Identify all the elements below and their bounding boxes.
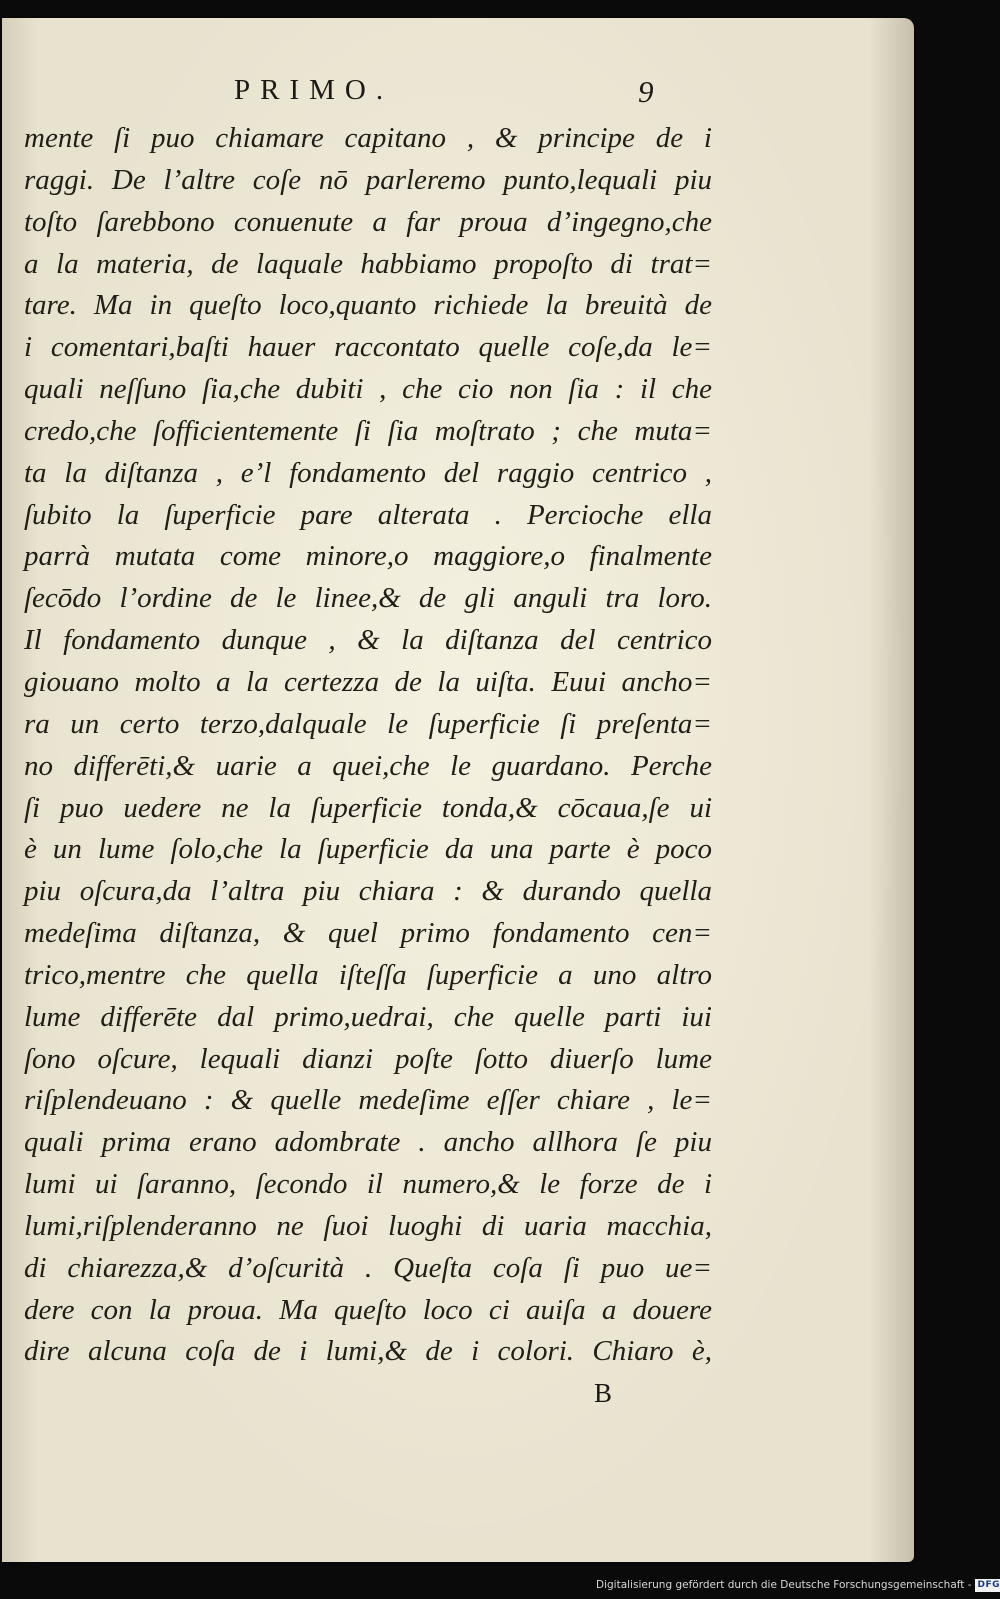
text-line: giouano molto a la certezza de la uiſta. Euui ancho= [24, 665, 712, 698]
text-line: trico,mentre che quella iſteſſa ſuperficie a uno altro [24, 958, 712, 991]
page-number: 9 [638, 74, 654, 109]
text-line: riſplendeuano : & quelle medeſime eſſer chiare , le= [24, 1084, 712, 1117]
body-text [24, 118, 712, 1373]
text-line: medeſima diſtanza, & quel primo fondamento cen= [24, 917, 712, 950]
text-line: ſecōdo l’ordine de le linee,& de gli anguli tra loro. [24, 582, 712, 615]
text-line: di chiarezza,& d’oſcurità . Queſta coſa ſi puo ue= [24, 1251, 712, 1284]
text-line: dire alcuna coſa de i lumi,& de i colori. Chiaro è, [24, 1335, 712, 1368]
text-line: i comentari,baſti hauer raccontato quelle coſe,da le= [24, 331, 712, 364]
text-line: quali neſſuno ſia,che dubiti , che cio non ſia : il che [24, 373, 712, 406]
text-line: ra un certo terzo,dalquale le ſuperficie ſi preſenta= [24, 707, 712, 740]
text-line: a la materia, de laquale habbiamo propoſto di trat= [24, 247, 712, 280]
funding-note: Digitalisierung gefördert durch die Deutsche Forschungsgemeinschaft - [596, 1579, 972, 1591]
text-line: ſono oſcure, lequali dianzi poſte ſotto diuerſo lume [24, 1042, 712, 1075]
text-line: ta la diſtanza , e’l fondamento del raggio centrico , [24, 456, 712, 489]
text-line: ſubito la ſuperficie pare alterata . Percioche ella [24, 498, 712, 531]
text-line: credo,che ſofficientemente ſi ſia moſtrato ; che muta= [24, 414, 712, 447]
text-line: no differēti,& uarie a quei,che le guardano. Perche [24, 749, 712, 782]
text-line: toſto ſarebbono conuenute a far proua d’ingegno,che [24, 205, 712, 238]
funding-footer [596, 1576, 1000, 1594]
running-title: PRIMO. [234, 74, 394, 106]
text-line: raggi. De l’altre coſe nō parleremo punto,lequali piu [24, 163, 712, 196]
running-head [2, 74, 914, 114]
text-line: ſi puo uedere ne la ſuperficie tonda,& cōcaua,ſe ui [24, 791, 712, 824]
text-line: Il fondamento dunque , & la diſtanza del centrico [24, 624, 712, 657]
dfg-logo: DFG [975, 1579, 1000, 1592]
text-line: lumi ui ſaranno, ſecondo il numero,& le forze de i [24, 1168, 712, 1201]
text-line: mente ſi puo chiamare capitano , & principe de i [24, 122, 712, 154]
signature-mark: B [594, 1378, 613, 1408]
text-line: quali prima erano adombrate . ancho allhora ſe piu [24, 1126, 712, 1159]
text-line: dere con la proua. Ma queſto loco ci auiſa a douere [24, 1293, 712, 1326]
text-line: lumi,riſplenderanno ne ſuoi luoghi di uaria macchia, [24, 1209, 712, 1242]
text-line: lume differēte dal primo,uedrai, che quelle parti iui [24, 1000, 712, 1033]
text-line: parrà mutata come minore,o maggiore,o finalmente [24, 540, 712, 573]
text-line: è un lume ſolo,che la ſuperficie da una parte è poco [24, 833, 712, 866]
book-page [2, 18, 914, 1562]
text-line: piu oſcura,da l’altra piu chiara : & durando quella [24, 875, 712, 908]
text-line: tare. Ma in queſto loco,quanto richiede la breuità de [24, 289, 712, 322]
